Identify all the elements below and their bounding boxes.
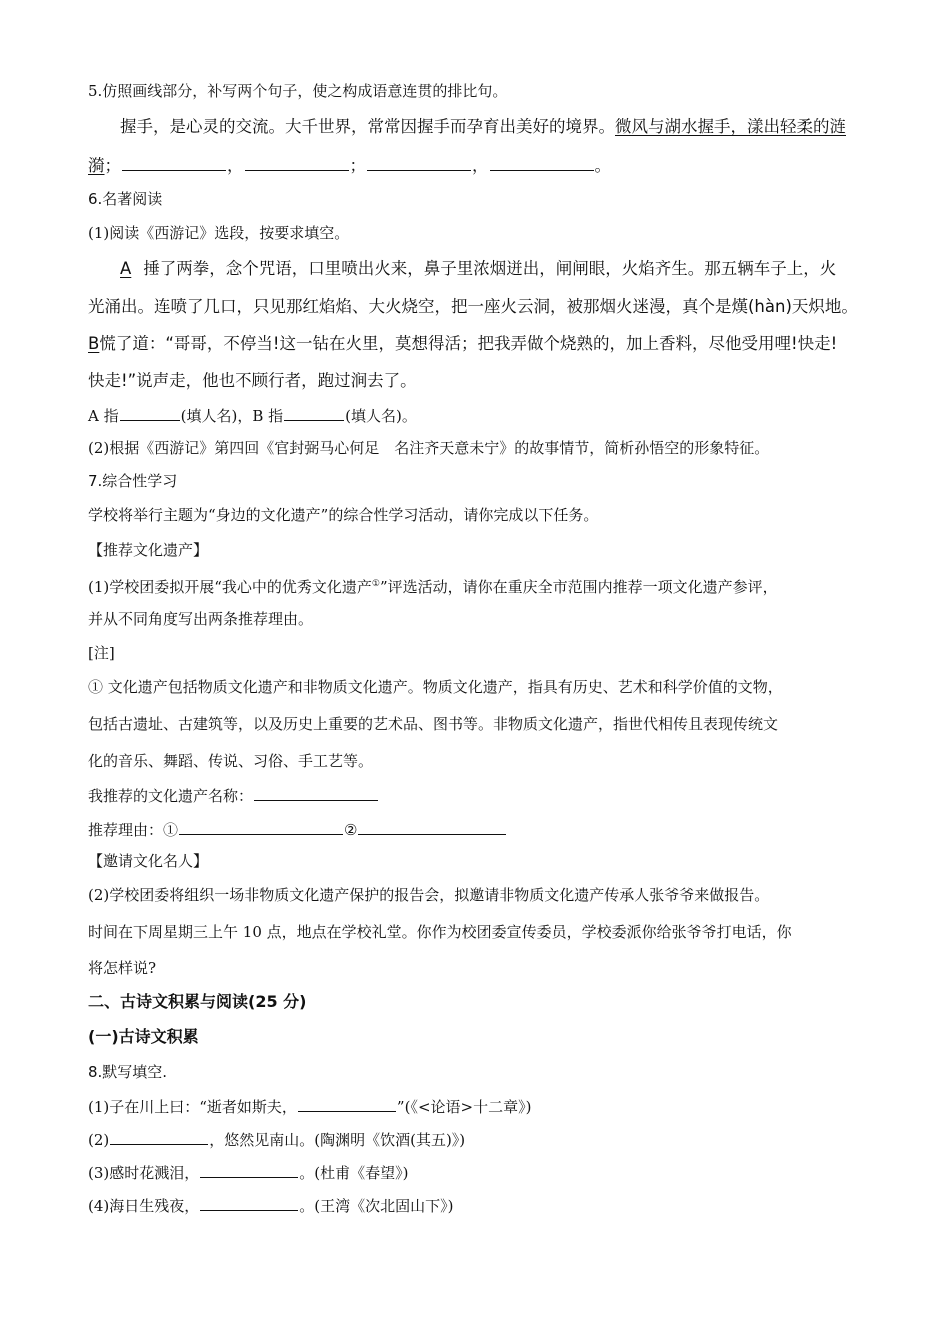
q7-task2-line3: 将怎样说? (88, 959, 157, 977)
reason-1-blank[interactable] (179, 818, 343, 835)
part2-heading: 二、古诗文积累与阅读(25 分) (88, 992, 307, 1011)
q7-note-label: [注] (88, 644, 115, 662)
q6-passage-line4: 快走!”说声走，他也不顾行者，跑过涧去了。 (88, 371, 417, 390)
q6-passage-line2: 光涌出。连喷了几口，只见那红焰焰、大火烧空，把一座火云洞，被那烟火迷漫，真个是熯(hàn)天炽地。 (88, 297, 858, 316)
q5-line1: 握手，是心灵的交流。大千世界，常常因握手而孕育出美好的境界。微风与湖水握手，漾出轻柔的涟 (120, 117, 846, 136)
q7-section1: 【推荐文化遗产】 (88, 541, 209, 559)
q5-blank-4[interactable] (490, 154, 594, 171)
q5-blank-1[interactable] (122, 154, 226, 171)
part2-subheading: (一)古诗文积累 (88, 1027, 199, 1046)
q5-blank-2[interactable] (245, 154, 349, 171)
q6-fill-line: A 指 (填人名)，B 指 (填人名)。 (88, 404, 870, 427)
marker-a: A (120, 259, 132, 278)
q6-blank-b[interactable] (284, 404, 344, 421)
q5-line2: 漪； ， ； ， 。 (88, 156, 611, 175)
q7-task2-line1: (2)学校团委将组织一场非物质文化遗产保护的报告会，拟邀请非物质文化遗产传承人张爷爷来做报告。 (88, 886, 770, 904)
q8-title: 8.默写填空. (88, 1063, 168, 1081)
q8-blank-2[interactable] (110, 1128, 208, 1145)
q8-item-1: (1)子在川上曰：“逝者如斯夫， ”(《<论语>十二章》) (88, 1095, 870, 1118)
q7-note-line2: 包括古遗址、古建筑等，以及历史上重要的艺术品、图书等。非物质文化遗产，指世代相传且表现传统文 (88, 715, 779, 733)
q7-task1-line1: (1)学校团委拟开展“我心中的优秀文化遗产①”评选活动，请你在重庆全市范围内推荐一项文化遗产参评， (88, 578, 778, 596)
q7-note-line1: ① 文化遗产包括物质文化遗产和非物质文化遗产。物质文化遗产，指具有历史、艺术和科学价值的文物， (88, 678, 783, 696)
q7-section2: 【邀请文化名人】 (88, 852, 209, 870)
q7-reason-line: 推荐理由：① ② (88, 818, 870, 841)
q6-passage-line3: B慌了道：“哥哥，不停当!这一钻在火里，莫想得活；把我弄做个烧熟的，加上香料，尽他受用哩!快走! (88, 334, 838, 353)
q5-underlined-text: 微风与湖水握手，漾出轻柔的涟 (615, 117, 846, 136)
reason-2-blank[interactable] (358, 818, 506, 835)
heritage-name-blank[interactable] (254, 784, 378, 801)
q5-prompt: 5.仿照画线部分，补写两个句子，使之构成语意连贯的排比句。 (88, 82, 508, 100)
marker-b: B (88, 334, 100, 353)
q6-sub2: (2)根据《西游记》第四回《官封弼马心何足 名注齐天意未宁》的故事情节，简析孙悟空的形象特征。 (88, 439, 770, 457)
q7-task2-line2: 时间在下周星期三上午 10 点，地点在学校礼堂。你作为校团委宣传委员，学校委派你给张爷爷打电话，你 (88, 923, 792, 941)
q8-item-2: (2) ，悠然见南山。(陶渊明《饮酒(其五)》) (88, 1128, 870, 1151)
q8-blank-1[interactable] (298, 1095, 396, 1112)
q8-item-3: (3)感时花溅泪， 。(杜甫《春望》) (88, 1161, 870, 1184)
q7-intro: 学校将举行主题为“身边的文化遗产”的综合性学习活动，请你完成以下任务。 (88, 506, 599, 524)
q8-item-4: (4)海日生残夜， 。(王湾《次北固山下》) (88, 1194, 870, 1217)
q7-name-line: 我推荐的文化遗产名称： (88, 784, 870, 807)
q6-title: 6.名著阅读 (88, 190, 163, 208)
q7-task1-line2: 并从不同角度写出两条推荐理由。 (88, 610, 314, 628)
q8-blank-4[interactable] (200, 1194, 298, 1211)
q5-blank-3[interactable] (367, 154, 471, 171)
q7-title: 7.综合性学习 (88, 472, 178, 490)
q5-underlined-text-end: 漪 (88, 156, 105, 175)
q6-passage-line1: A 捶了两拳，念个咒语，口里喷出火来，鼻子里浓烟迸出，闸闸眼，火焰齐生。那五辆车子上，火 (120, 259, 837, 278)
q7-note-line3: 化的音乐、舞蹈、传说、习俗、手工艺等。 (88, 752, 374, 770)
q6-blank-a[interactable] (120, 404, 180, 421)
q8-blank-3[interactable] (200, 1161, 298, 1178)
q6-sub1: (1)阅读《西游记》选段，按要求填空。 (88, 224, 350, 242)
